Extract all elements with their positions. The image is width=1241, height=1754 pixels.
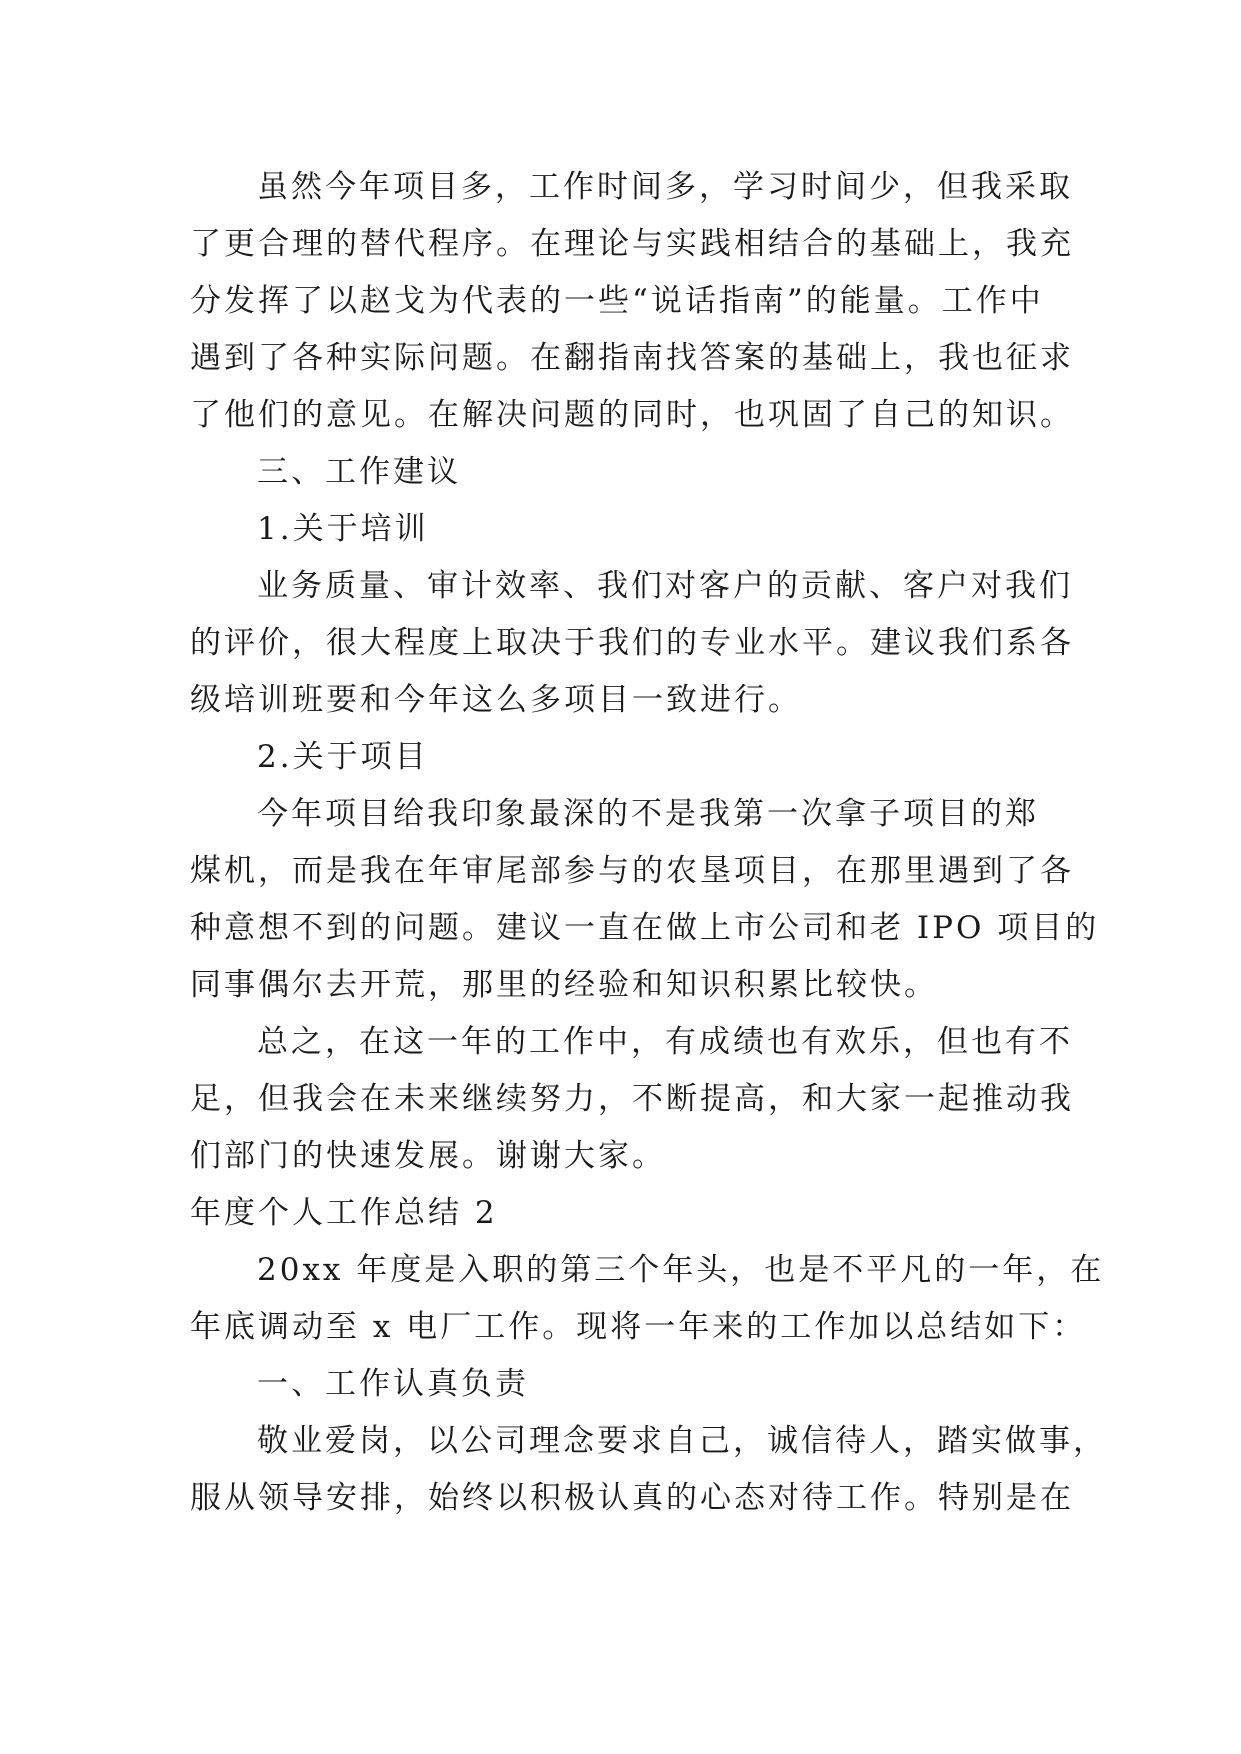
- paragraph-line: 足，但我会在未来继续努力，不断提高，和大家一起推动我: [190, 1081, 1074, 1117]
- paragraph-line: 种意想不到的问题。建议一直在做上市公司和老 IPO 项目的: [190, 910, 1100, 946]
- paragraph-line: 的评价，很大程度上取决于我们的专业水平。建议我们系各: [190, 625, 1074, 661]
- paragraph-line: 分发挥了以赵戈为代表的一些“说话指南”的能量。工作中: [190, 283, 1044, 319]
- paragraph-line: 总之，在这一年的工作中，有成绩也有欢乐，但也有不: [257, 1024, 1073, 1060]
- paragraph-line: 级培训班要和今年这么多项目一致进行。: [190, 682, 802, 718]
- paragraph-line: 20xx 年度是入职的第三个年头，也是不平凡的一年，在: [257, 1252, 1105, 1288]
- section-heading: 三、工作建议: [257, 454, 461, 490]
- subsection-heading: 2.关于项目: [257, 739, 429, 775]
- document-title: 年度个人工作总结 2: [190, 1195, 498, 1231]
- paragraph-line: 同事偶尔去开荒，那里的经验和知识积累比较快。: [190, 967, 938, 1003]
- paragraph-line: 遇到了各种实际问题。在翻指南找答案的基础上，我也征求: [190, 340, 1074, 376]
- paragraph-line: 年底调动至 x 电厂工作。现将一年来的工作加以总结如下：: [190, 1309, 1087, 1345]
- paragraph-line: 敬业爱岗，以公司理念要求自己，诚信待人，踏实做事，: [257, 1423, 1107, 1459]
- paragraph-line: 煤机，而是我在年审尾部参与的农垦项目，在那里遇到了各: [190, 853, 1074, 889]
- paragraph-line: 业务质量、审计效率、我们对客户的贡献、客户对我们: [257, 568, 1073, 604]
- section-heading: 一、工作认真负责: [257, 1366, 529, 1402]
- paragraph-line: 今年项目给我印象最深的不是我第一次拿子项目的郑: [257, 796, 1039, 832]
- paragraph-line: 们部门的快速发展。谢谢大家。: [190, 1138, 666, 1174]
- paragraph-line: 虽然今年项目多，工作时间多，学习时间少，但我采取: [257, 169, 1073, 205]
- paragraph-line: 了更合理的替代程序。在理论与实践相结合的基础上，我充: [190, 226, 1074, 262]
- subsection-heading: 1.关于培训: [257, 511, 429, 547]
- paragraph-line: 服从领导安排，始终以积极认真的心态对待工作。特别是在: [190, 1480, 1074, 1516]
- paragraph-line: 了他们的意见。在解决问题的同时，也巩固了自己的知识。: [190, 397, 1074, 433]
